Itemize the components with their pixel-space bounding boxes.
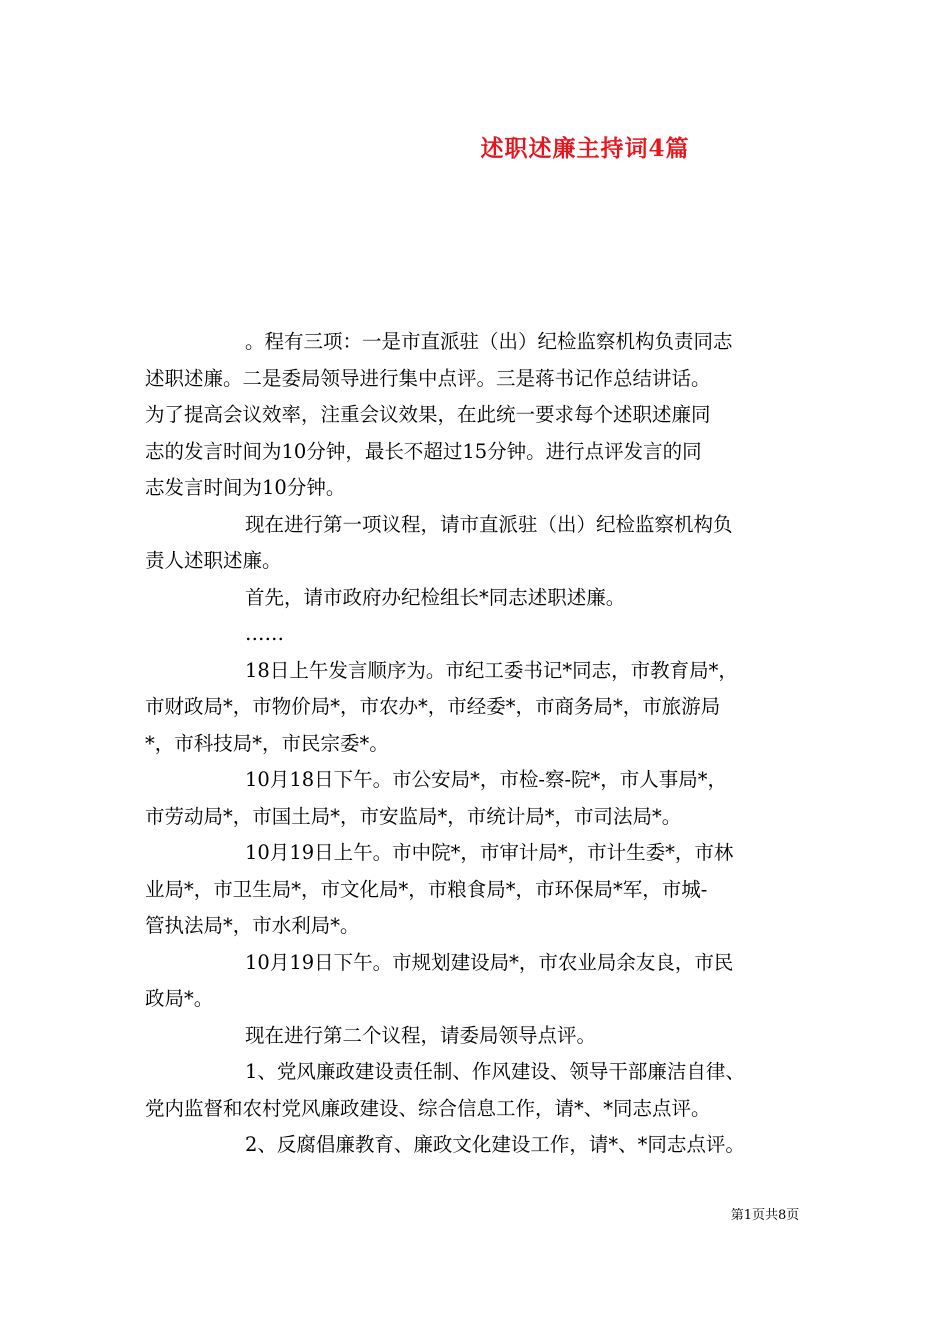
page-title: 述职述廉主持词4篇 [480,135,690,162]
text-line: 志发言时间为10分钟。 [145,476,346,499]
text-line: 述职述廉。二是委局领导进行集中点评。三是蒋书记作总结讲话。 [145,366,711,390]
text-line: 10月19日上午。市中院*，市审计局*，市计生委*，市林 [245,841,734,864]
text-line: 业局*，市卫生局*，市文化局*，市粮食局*，市环保局*军，市城- [145,877,708,901]
text-line: 18日上午发言顺序为。市纪工委书记*同志，市教育局*， [245,658,738,682]
text-line: 现在进行第二个议程，请委局领导点评。 [245,1023,597,1047]
page-footer: 第1页共8页 [730,1208,800,1223]
text-line: 责人述职述廉。 [145,549,282,572]
text-line: 首先，请市政府办纪检组长*同志述职述廉。 [245,585,626,609]
text-line: 10月18日下午。市公安局*，市检-察-院*，市人事局*， [245,768,728,791]
ellipsis-line: …… [245,622,284,645]
text-line: 为了提高会议效率，注重会议效果，在此统一要求每个述职述廉同 [145,403,711,426]
text-line: 市劳动局*，市国土局*，市安监局*，市统计局*，市司法局*。 [145,804,682,828]
text-line: 。程有三项：一是市直派驻（出）纪检监察机构负责同志 [245,330,733,353]
text-line: 1、党风廉政建设责任制、作风建设、领导干部廉洁自律、 [245,1060,745,1083]
text-line: 2、反腐倡廉教育、廉政文化建设工作，请*、*同志点评。 [245,1133,745,1156]
text-line: 市财政局*，市物价局*，市农办*，市经委*，市商务局*，市旅游局 [145,695,721,718]
text-line: *，市科技局*，市民宗委*。 [145,731,389,755]
text-line: 现在进行第一项议程，请市直派驻（出）纪检监察机构负 [245,512,733,536]
document-body [145,324,809,1164]
text-line: 党内监督和农村党风廉政建设、综合信息工作，请*、*同志点评。 [145,1096,711,1120]
text-line: 政局*。 [145,987,214,1010]
text-line: 管执法局*，市水利局*。 [145,914,360,937]
text-line: 志的发言时间为10分钟，最长不超过15分钟。进行点评发言的同 [145,439,702,463]
text-line: 10月19日下午。市规划建设局*，市农业局余友良，市民 [245,950,734,974]
